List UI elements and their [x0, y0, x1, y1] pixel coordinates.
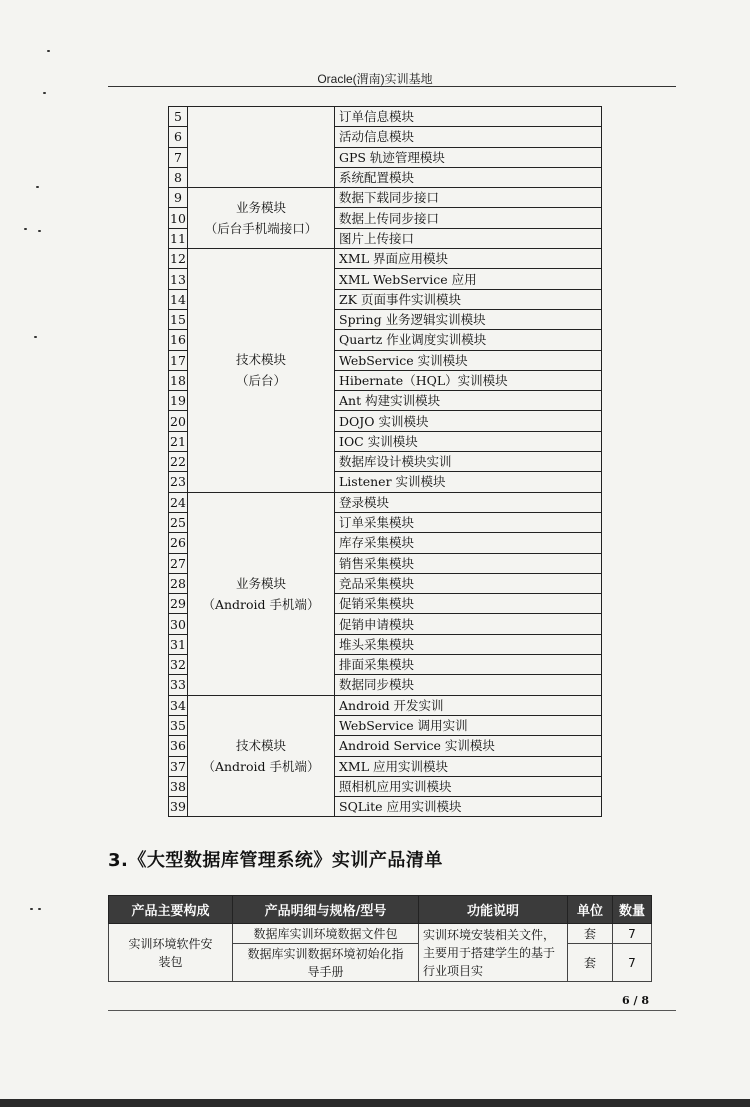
module-name: 数据下载同步接口: [335, 188, 602, 208]
category-label: 技术模块: [235, 352, 286, 368]
row-number: 9: [169, 188, 188, 208]
module-name: 竞品采集模块: [335, 573, 602, 593]
module-name: 排面采集模块: [335, 655, 602, 675]
module-name: SQLite 应用实训模块: [335, 797, 602, 817]
products-header-row: [109, 896, 652, 924]
product-detail: 数据库实训环境数据文件包: [233, 924, 419, 944]
row-number: 24: [169, 492, 188, 512]
row-number: 14: [169, 289, 188, 309]
category-cell: [188, 695, 335, 817]
category-sublabel: （Android 手机端）: [202, 759, 320, 774]
product-qty: 7: [613, 944, 652, 982]
module-name: 促销采集模块: [335, 594, 602, 614]
table-row: [169, 695, 602, 715]
category-label: 业务模块: [235, 575, 286, 591]
module-name: 数据库设计模块实训: [335, 452, 602, 472]
product-unit: 套: [568, 944, 613, 982]
scan-speck: [34, 336, 37, 338]
footer-divider: [108, 1010, 676, 1011]
row-number: 7: [169, 147, 188, 167]
module-name: WebService 调用实训: [335, 715, 602, 735]
row-number: 29: [169, 594, 188, 614]
row-number: 30: [169, 614, 188, 634]
header-divider: [108, 86, 676, 87]
row-number: 33: [169, 675, 188, 695]
row-number: 16: [169, 330, 188, 350]
category-cell: [188, 188, 335, 249]
category-sublabel: （后台手机端接口）: [204, 221, 318, 237]
module-name: DOJO 实训模块: [335, 411, 602, 431]
table-row: [169, 249, 602, 269]
row-number: 17: [169, 350, 188, 370]
module-name: 堆头采集模块: [335, 634, 602, 654]
module-name: 系统配置模块: [335, 167, 602, 187]
product-qty: 7: [613, 924, 652, 944]
module-name: 销售采集模块: [335, 553, 602, 573]
module-name: 登录模块: [335, 492, 602, 512]
row-number: 6: [169, 127, 188, 147]
row-number: 11: [169, 228, 188, 248]
row-number: 28: [169, 573, 188, 593]
module-name: IOC 实训模块: [335, 431, 602, 451]
module-name: XML 应用实训模块: [335, 756, 602, 776]
category-cell: [188, 249, 335, 493]
module-name: 库存采集模块: [335, 533, 602, 553]
module-name: XML WebService 应用: [335, 269, 602, 289]
row-number: 10: [169, 208, 188, 228]
module-name: 促销申请模块: [335, 614, 602, 634]
row-number: 38: [169, 776, 188, 796]
row-number: 21: [169, 431, 188, 451]
module-name: 订单采集模块: [335, 512, 602, 532]
category-label: 技术模块: [235, 738, 286, 753]
module-name: ZK 页面事件实训模块: [335, 289, 602, 309]
table-row: [169, 107, 602, 127]
row-number: 36: [169, 736, 188, 756]
section-heading: 3.《大型数据库管理系统》实训产品清单: [108, 850, 443, 871]
module-name: XML 界面应用模块: [335, 249, 602, 269]
module-name: 照相机应用实训模块: [335, 776, 602, 796]
row-number: 39: [169, 797, 188, 817]
product-detail: 数据库实训数据环境初始化指导手册: [233, 944, 419, 982]
row-number: 5: [169, 107, 188, 127]
module-name: WebService 实训模块: [335, 350, 602, 370]
row-number: 35: [169, 715, 188, 735]
row-number: 23: [169, 472, 188, 492]
module-name: 数据同步模块: [335, 675, 602, 695]
module-name: Hibernate（HQL）实训模块: [335, 370, 602, 390]
module-name: Spring 业务逻辑实训模块: [335, 309, 602, 329]
scan-speck: [47, 50, 50, 52]
category-sublabel: （Android 手机端）: [202, 596, 320, 612]
table-row: [169, 188, 602, 208]
product-unit: 套: [568, 924, 613, 944]
row-number: 8: [169, 167, 188, 187]
row-number: 32: [169, 655, 188, 675]
row-number: 20: [169, 411, 188, 431]
module-name: Android 开发实训: [335, 695, 602, 715]
row-number: 13: [169, 269, 188, 289]
header-cell: 数量: [613, 896, 652, 924]
module-name: 活动信息模块: [335, 127, 602, 147]
page-header-title: Oracle(渭南)实训基地: [317, 72, 433, 86]
product-row: [109, 924, 652, 944]
page-number: 6 / 8: [622, 994, 649, 1007]
row-number: 15: [169, 309, 188, 329]
module-name: 数据上传同步接口: [335, 208, 602, 228]
row-number: 25: [169, 512, 188, 532]
row-number: 18: [169, 370, 188, 390]
module-name: 订单信息模块: [335, 107, 602, 127]
scan-bottom-edge: [0, 1099, 750, 1107]
row-number: 27: [169, 553, 188, 573]
scan-speck: [38, 230, 41, 232]
header-cell: 产品主要构成: [109, 896, 233, 924]
modules-table: [168, 106, 602, 817]
category-cell-blank: [188, 107, 335, 188]
module-name: Quartz 作业调度实训模块: [335, 330, 602, 350]
scan-speck: [24, 228, 27, 230]
row-number: 31: [169, 634, 188, 654]
row-number: 19: [169, 391, 188, 411]
header-cell: 产品明细与规格/型号: [233, 896, 419, 924]
category-sublabel: （后台）: [235, 373, 286, 389]
product-component: 实训环境软件安装包: [109, 924, 233, 982]
row-number: 26: [169, 533, 188, 553]
table-row: [169, 492, 602, 512]
module-name: 图片上传接口: [335, 228, 602, 248]
module-name: Listener 实训模块: [335, 472, 602, 492]
row-number: 37: [169, 756, 188, 776]
scan-speck: [36, 186, 39, 188]
module-name: GPS 轨迹管理模块: [335, 147, 602, 167]
row-number: 34: [169, 695, 188, 715]
header-cell: 单位: [568, 896, 613, 924]
module-name: Ant 构建实训模块: [335, 391, 602, 411]
row-number: 12: [169, 249, 188, 269]
category-label: 业务模块: [235, 200, 286, 216]
products-table: [108, 895, 652, 982]
row-number: 22: [169, 452, 188, 472]
header-cell: 功能说明: [419, 896, 568, 924]
product-description: 实训环境安装相关文件，主要用于搭建学生的基于行业项目实: [419, 924, 568, 982]
scan-speck: [38, 908, 41, 910]
module-name: Android Service 实训模块: [335, 736, 602, 756]
scan-speck: [30, 908, 33, 910]
scan-speck: [43, 92, 46, 94]
category-cell: [188, 492, 335, 695]
